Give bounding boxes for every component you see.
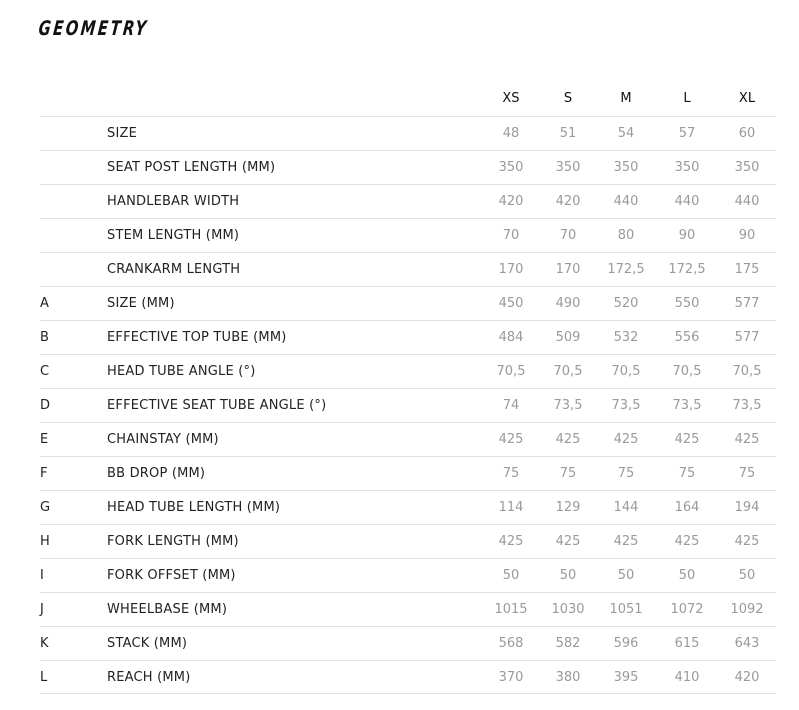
row-value-l: 615 (674, 636, 700, 651)
row-value-m: 425 (613, 534, 639, 549)
row-letter: E (40, 432, 49, 447)
row-value-xl: 175 (734, 262, 760, 277)
row-label: HANDLEBAR WIDTH (107, 194, 240, 209)
row-value-xl: 75 (738, 466, 756, 481)
row-value-s: 350 (555, 160, 581, 175)
table-row (40, 320, 776, 354)
table-row (40, 184, 776, 218)
row-letter: K (40, 636, 49, 651)
table-row (40, 592, 776, 626)
row-value-xs: 114 (498, 500, 524, 515)
row-value-m: 520 (613, 296, 639, 311)
row-label: HEAD TUBE ANGLE (°) (107, 364, 256, 379)
row-value-xl: 643 (734, 636, 760, 651)
row-value-s: 582 (555, 636, 581, 651)
row-letter: C (40, 364, 50, 379)
row-value-l: 550 (674, 296, 700, 311)
row-value-s: 1030 (551, 602, 585, 617)
row-value-m: 75 (617, 466, 635, 481)
row-value-m: 440 (613, 194, 639, 209)
row-label: EFFECTIVE TOP TUBE (MM) (107, 330, 287, 345)
table-body (40, 116, 776, 694)
table-row (40, 422, 776, 456)
row-value-m: 80 (617, 228, 635, 243)
row-value-m: 70,5 (611, 364, 641, 379)
row-value-xs: 70,5 (496, 364, 526, 379)
row-letter: I (40, 568, 44, 583)
row-label: SEAT POST LENGTH (MM) (107, 160, 276, 175)
geometry-table (40, 82, 776, 694)
row-value-l: 172,5 (668, 262, 706, 277)
row-value-l: 50 (678, 568, 696, 583)
row-value-m: 350 (613, 160, 639, 175)
row-label: EFFECTIVE SEAT TUBE ANGLE (°) (107, 398, 327, 413)
row-value-m: 54 (617, 126, 635, 141)
row-value-xs: 75 (502, 466, 520, 481)
row-label: CRANKARM LENGTH (107, 262, 241, 277)
table-row (40, 116, 776, 150)
column-header-s: S (563, 91, 573, 106)
row-value-xl: 350 (734, 160, 760, 175)
row-label: BB DROP (MM) (107, 466, 206, 481)
row-value-xl: 577 (734, 330, 760, 345)
table-row (40, 252, 776, 286)
row-letter: J (40, 602, 44, 617)
row-value-m: 1051 (609, 602, 643, 617)
row-value-l: 425 (674, 534, 700, 549)
row-value-s: 170 (555, 262, 581, 277)
row-value-xs: 484 (498, 330, 524, 345)
row-label: CHAINSTAY (MM) (107, 432, 219, 447)
row-letter: B (40, 330, 49, 345)
row-letter: H (40, 534, 50, 549)
row-value-xs: 74 (502, 398, 520, 413)
row-value-s: 51 (559, 126, 577, 141)
row-value-xl: 60 (738, 126, 756, 141)
row-value-s: 75 (559, 466, 577, 481)
row-value-l: 440 (674, 194, 700, 209)
table-row (40, 660, 776, 694)
row-value-s: 490 (555, 296, 581, 311)
row-letter: F (40, 466, 48, 481)
row-value-m: 395 (613, 670, 639, 685)
row-value-xl: 90 (738, 228, 756, 243)
table-row (40, 558, 776, 592)
row-value-xl: 420 (734, 670, 760, 685)
row-value-xs: 48 (502, 126, 520, 141)
row-label: FORK OFFSET (MM) (107, 568, 236, 583)
row-value-m: 172,5 (607, 262, 645, 277)
row-value-m: 144 (613, 500, 639, 515)
row-letter: D (40, 398, 51, 413)
row-label: WHEELBASE (MM) (107, 602, 228, 617)
row-value-s: 425 (555, 432, 581, 447)
table-row (40, 456, 776, 490)
row-value-xl: 425 (734, 534, 760, 549)
table-row (40, 286, 776, 320)
row-value-s: 380 (555, 670, 581, 685)
table-row (40, 388, 776, 422)
row-label: STACK (MM) (107, 636, 188, 651)
table-row (40, 218, 776, 252)
row-value-xl: 70,5 (732, 364, 762, 379)
row-value-m: 50 (617, 568, 635, 583)
row-value-xl: 73,5 (732, 398, 762, 413)
row-value-m: 425 (613, 432, 639, 447)
row-value-l: 70,5 (672, 364, 702, 379)
row-value-xl: 440 (734, 194, 760, 209)
row-value-s: 70,5 (553, 364, 583, 379)
row-value-s: 129 (555, 500, 581, 515)
row-value-l: 1072 (670, 602, 704, 617)
row-value-xs: 170 (498, 262, 524, 277)
row-value-xl: 577 (734, 296, 760, 311)
row-value-l: 57 (678, 126, 696, 141)
row-value-xl: 194 (734, 500, 760, 515)
row-value-xs: 425 (498, 432, 524, 447)
row-value-xs: 425 (498, 534, 524, 549)
row-value-m: 532 (613, 330, 639, 345)
column-header-l: L (683, 91, 691, 106)
row-value-xs: 1015 (494, 602, 528, 617)
row-value-xs: 420 (498, 194, 524, 209)
row-value-s: 425 (555, 534, 581, 549)
page-title: GEOMETRY (37, 16, 150, 40)
row-value-xs: 568 (498, 636, 524, 651)
row-value-xs: 450 (498, 296, 524, 311)
row-value-l: 350 (674, 160, 700, 175)
row-letter: G (40, 500, 51, 515)
row-value-xs: 70 (502, 228, 520, 243)
table-header-row (40, 82, 776, 116)
row-letter: L (40, 670, 48, 685)
row-value-l: 73,5 (672, 398, 702, 413)
row-label: SIZE (107, 126, 138, 141)
table-row (40, 490, 776, 524)
row-value-xl: 425 (734, 432, 760, 447)
row-label: STEM LENGTH (MM) (107, 228, 240, 243)
row-value-s: 420 (555, 194, 581, 209)
row-value-m: 596 (613, 636, 639, 651)
row-value-s: 73,5 (553, 398, 583, 413)
row-label: REACH (MM) (107, 670, 191, 685)
row-value-l: 425 (674, 432, 700, 447)
row-value-l: 90 (678, 228, 696, 243)
table-row (40, 150, 776, 184)
column-header-xs: XS (502, 91, 520, 106)
row-value-xl: 1092 (730, 602, 764, 617)
row-value-xl: 50 (738, 568, 756, 583)
row-value-l: 75 (678, 466, 696, 481)
row-value-s: 509 (555, 330, 581, 345)
row-label: HEAD TUBE LENGTH (MM) (107, 500, 281, 515)
column-header-xl: XL (738, 91, 756, 106)
row-value-s: 70 (559, 228, 577, 243)
row-value-xs: 350 (498, 160, 524, 175)
row-value-l: 556 (674, 330, 700, 345)
row-label: SIZE (MM) (107, 296, 175, 311)
table-row (40, 626, 776, 660)
table-row (40, 354, 776, 388)
row-value-m: 73,5 (611, 398, 641, 413)
row-label: FORK LENGTH (MM) (107, 534, 239, 549)
column-header-m: M (620, 91, 632, 106)
row-value-xs: 50 (502, 568, 520, 583)
row-value-l: 410 (674, 670, 700, 685)
row-value-l: 164 (674, 500, 700, 515)
row-value-xs: 370 (498, 670, 524, 685)
row-value-s: 50 (559, 568, 577, 583)
table-row (40, 524, 776, 558)
row-letter: A (40, 296, 49, 311)
